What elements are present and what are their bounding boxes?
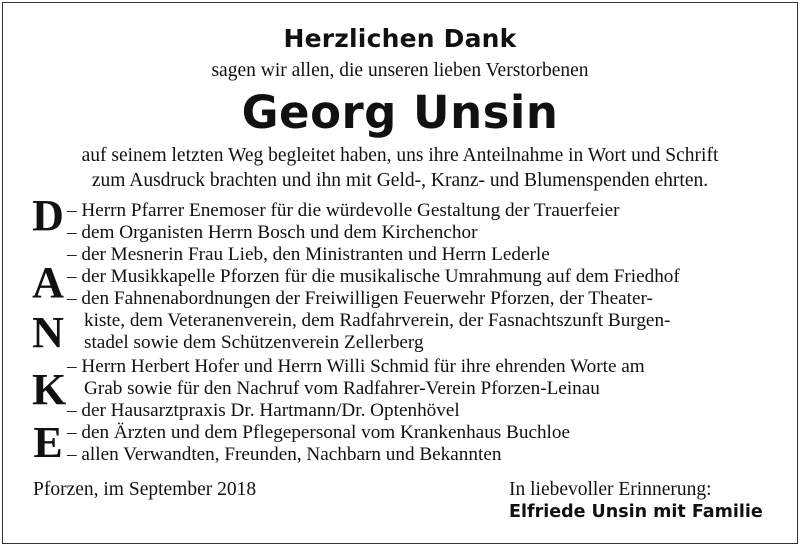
thanks-line: – den Ärzten und dem Pflegepersonal vom Krankenhaus Buchloe [67,422,570,443]
thanks-line: kiste, dem Veteranenverein, dem Radfahrverein, der Fasnachtszunft Burgen- [84,310,671,331]
danke-letter-k: K [32,365,67,414]
danke-letter-e: E [33,418,63,467]
thanks-line: – Herrn Pfarrer Enemoser für die würdevolle Gestaltung der Trauerfeier [67,200,620,221]
thanks-line: – Herrn Herbert Hofer und Herrn Willi Schmid für ihre ehrenden Worte am [67,356,645,377]
thanks-line: stadel sowie dem Schützenverein Zellerberg [84,332,424,353]
family-signature: Elfriede Unsin mit Familie [509,502,763,522]
intro-text [0,143,800,193]
deceased-name: Georg Unsin [241,86,559,139]
intro-line: auf seinem letzten Weg begleitet haben, uns ihre Anteilnahme in Wort und Schrift [81,145,719,166]
thanks-line: – den Fahnenabordnungen der Freiwilligen Feuerwehr Pforzen, der Theater- [67,288,653,309]
danke-letter-d: D [32,191,64,240]
signature-block [509,479,763,523]
memory-line: In liebevoller Erinnerung: [509,479,712,500]
notice-subtitle: sagen wir allen, die unseren lieben Verstorbenen [211,60,589,81]
intro-line: zum Ausdruck brachten und ihn mit Geld-, Kranz- und Blumenspenden ehrten. [91,170,709,191]
thanks-line: – der Musikkapelle Pforzen für die musikalische Umrahmung auf dem Friedhof [67,266,680,287]
thanks-line: – allen Verwandten, Freunden, Nachbarn und Bekannten [67,444,502,465]
danke-letter-a: A [32,258,64,307]
place-date: Pforzen, im September 2018 [33,479,257,500]
thanks-line: – der Hausarztpraxis Dr. Hartmann/Dr. Optenhövel [67,400,460,421]
thanks-line: Grab sowie für den Nachruf vom Radfahrer-Verein Pforzen-Leinau [84,378,600,399]
notice-heading: Herzlichen Dank [283,24,517,53]
danke-letter-n: N [32,308,64,357]
thanks-line: – dem Organisten Herrn Bosch und dem Kirchenchor [67,222,478,243]
thanks-line: – der Mesnerin Frau Lieb, den Ministranten und Herrn Lederle [67,244,550,265]
